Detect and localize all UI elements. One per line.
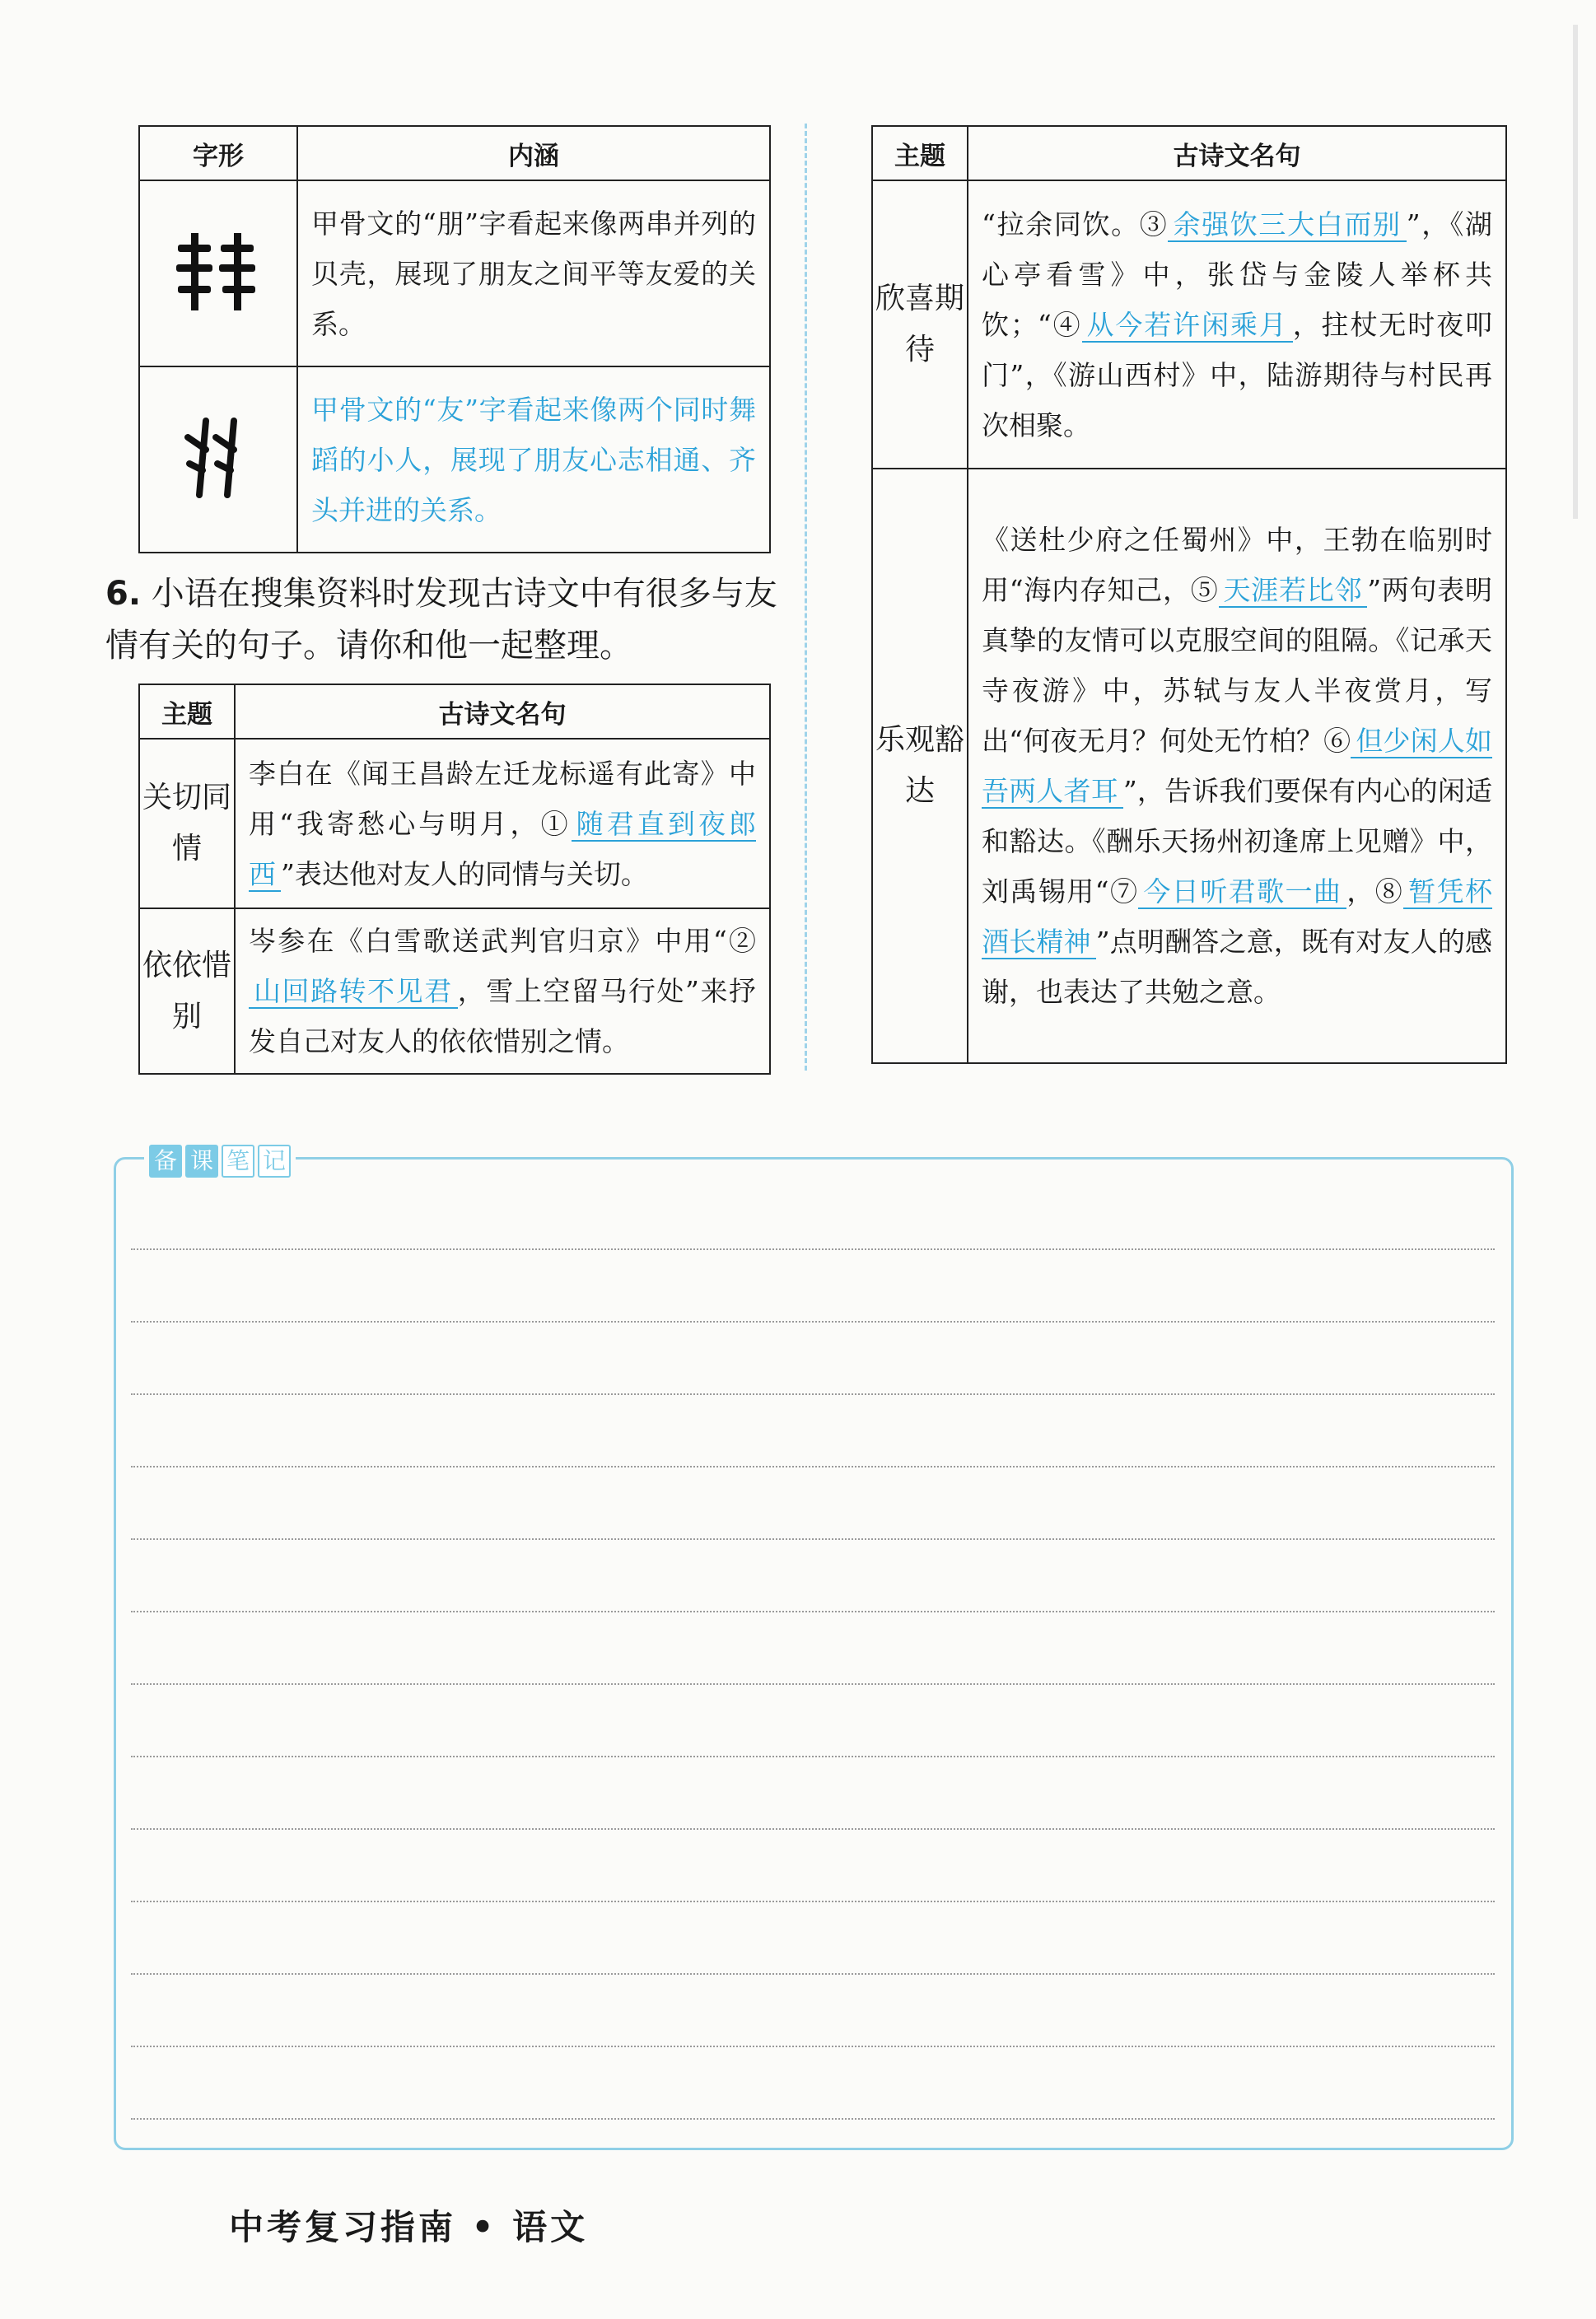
peng-meaning: 甲骨文的“朋”字看起来像两串并列的贝壳，展现了朋友之间平等友爱的关系。 — [297, 180, 770, 366]
notes-title-char: 备 — [149, 1145, 182, 1178]
friendship-table-left — [138, 684, 771, 1075]
quote-concern — [235, 739, 770, 908]
scrollbar[interactable] — [1573, 25, 1578, 519]
quote-joy — [968, 180, 1506, 469]
quote-text: 李白在《闻王昌龄左迁龙标遥有此寄》中用“我寄愁心与明月，① — [249, 757, 756, 840]
glyph-meaning-table — [138, 125, 771, 553]
answer-2: 山回路转不见君 — [249, 975, 458, 1009]
lesson-notes-box[interactable] — [114, 1147, 1514, 2150]
footer-book-title: 中考复习指南 • 语文 — [229, 2207, 589, 2247]
topic-concern: 关切同情 — [139, 739, 235, 908]
note-line — [131, 2118, 1495, 2120]
note-line — [131, 2046, 1495, 2047]
note-line — [131, 1973, 1495, 1975]
question-6 — [105, 568, 781, 672]
quote-text: ”点明酬答之意，既有对友人的感谢，也表达了共勉之意。 — [982, 926, 1493, 1008]
peng-glyph-cell — [139, 180, 297, 366]
header-topic: 主题 — [872, 126, 968, 180]
quote-text: ”表达他对友人的同情与关切。 — [281, 857, 648, 890]
topic-joy: 欣喜期待 — [872, 180, 968, 469]
peng-oracle-glyph-icon — [173, 226, 264, 317]
answer-5: 天涯若比邻 — [1219, 574, 1368, 608]
note-line — [131, 1538, 1495, 1540]
quote-text: 《送杜少府之任蜀州》中，王勃在临别时用“海内存知己，⑤ — [982, 524, 1492, 606]
topic-optimism: 乐观豁达 — [872, 469, 968, 1063]
answer-8: 暂凭杯酒长精神 — [982, 875, 1493, 958]
note-line — [131, 1393, 1495, 1395]
quote-text: ，雪上空留马行处”来抒发自己对友人的依依惜别之情。 — [249, 975, 757, 1057]
note-line — [131, 1901, 1495, 1902]
header-glyph: 字形 — [139, 126, 297, 180]
answer-4: 从今若许闲乘月 — [1082, 309, 1293, 343]
notes-title-char: 笔 — [222, 1145, 254, 1178]
friendship-table-right — [871, 125, 1507, 1064]
notes-title — [144, 1145, 296, 1178]
answer-6: 但少闲人如吾两人者耳 — [982, 725, 1493, 807]
question-text: 小语在搜集资料时发现古诗文中有很多与友情有关的句子。请你和他一起整理。 — [105, 575, 777, 665]
note-line — [131, 1466, 1495, 1467]
note-line — [131, 1756, 1495, 1757]
quote-text: 岑参在《白雪歌送武判官归京》中用“② — [249, 925, 756, 957]
quote-text: ，⑧ — [1346, 875, 1404, 908]
notes-title-char: 记 — [258, 1145, 291, 1178]
quote-optimism — [968, 469, 1506, 1063]
quote-text: “拉余同饮。③ — [982, 208, 1169, 240]
note-line — [131, 1683, 1495, 1685]
quote-farewell — [235, 908, 770, 1074]
quote-text: ”，告诉我们要保有内心的闲适和豁达。《酬乐天扬州初逢席上见赠》中，刘禹锡用“⑦ — [982, 775, 1493, 908]
column-divider — [805, 124, 807, 1071]
header-quote: 古诗文名句 — [968, 126, 1506, 180]
question-number: 6. — [105, 575, 142, 613]
quote-text: ”两句表明真挚的友情可以克服空间的阻隔。《记承天寺夜游》中，苏轼与友人半夜赏月，写出“何夜无月？何处无竹柏？⑥ — [982, 574, 1493, 757]
you-glyph-cell — [139, 366, 297, 553]
header-quote: 古诗文名句 — [235, 684, 770, 739]
notes-title-char: 课 — [185, 1145, 218, 1178]
note-line — [131, 1321, 1495, 1323]
note-line — [131, 1611, 1495, 1612]
quote-text: ，拄杖无时夜叩门”，《游山西村》中，陆游期待与村民再次相聚。 — [982, 308, 1493, 441]
note-line — [131, 1828, 1495, 1830]
answer-7: 今日听君歌一曲 — [1138, 875, 1346, 909]
answer-3: 余强饮三大白而别 — [1168, 208, 1406, 242]
you-oracle-glyph-icon — [181, 413, 255, 503]
note-line — [131, 1248, 1495, 1250]
topic-farewell: 依依惜别 — [139, 908, 235, 1074]
quote-text: ”，《湖心亭看雪》中，张岱与金陵人举杯共饮；“④ — [982, 208, 1493, 341]
header-meaning: 内涵 — [297, 126, 770, 180]
header-topic: 主题 — [139, 684, 235, 739]
answer-1: 随君直到夜郎西 — [249, 807, 757, 890]
you-meaning: 甲骨文的“友”字看起来像两个同时舞蹈的小人，展现了朋友心志相通、齐头并进的关系。 — [297, 366, 770, 553]
